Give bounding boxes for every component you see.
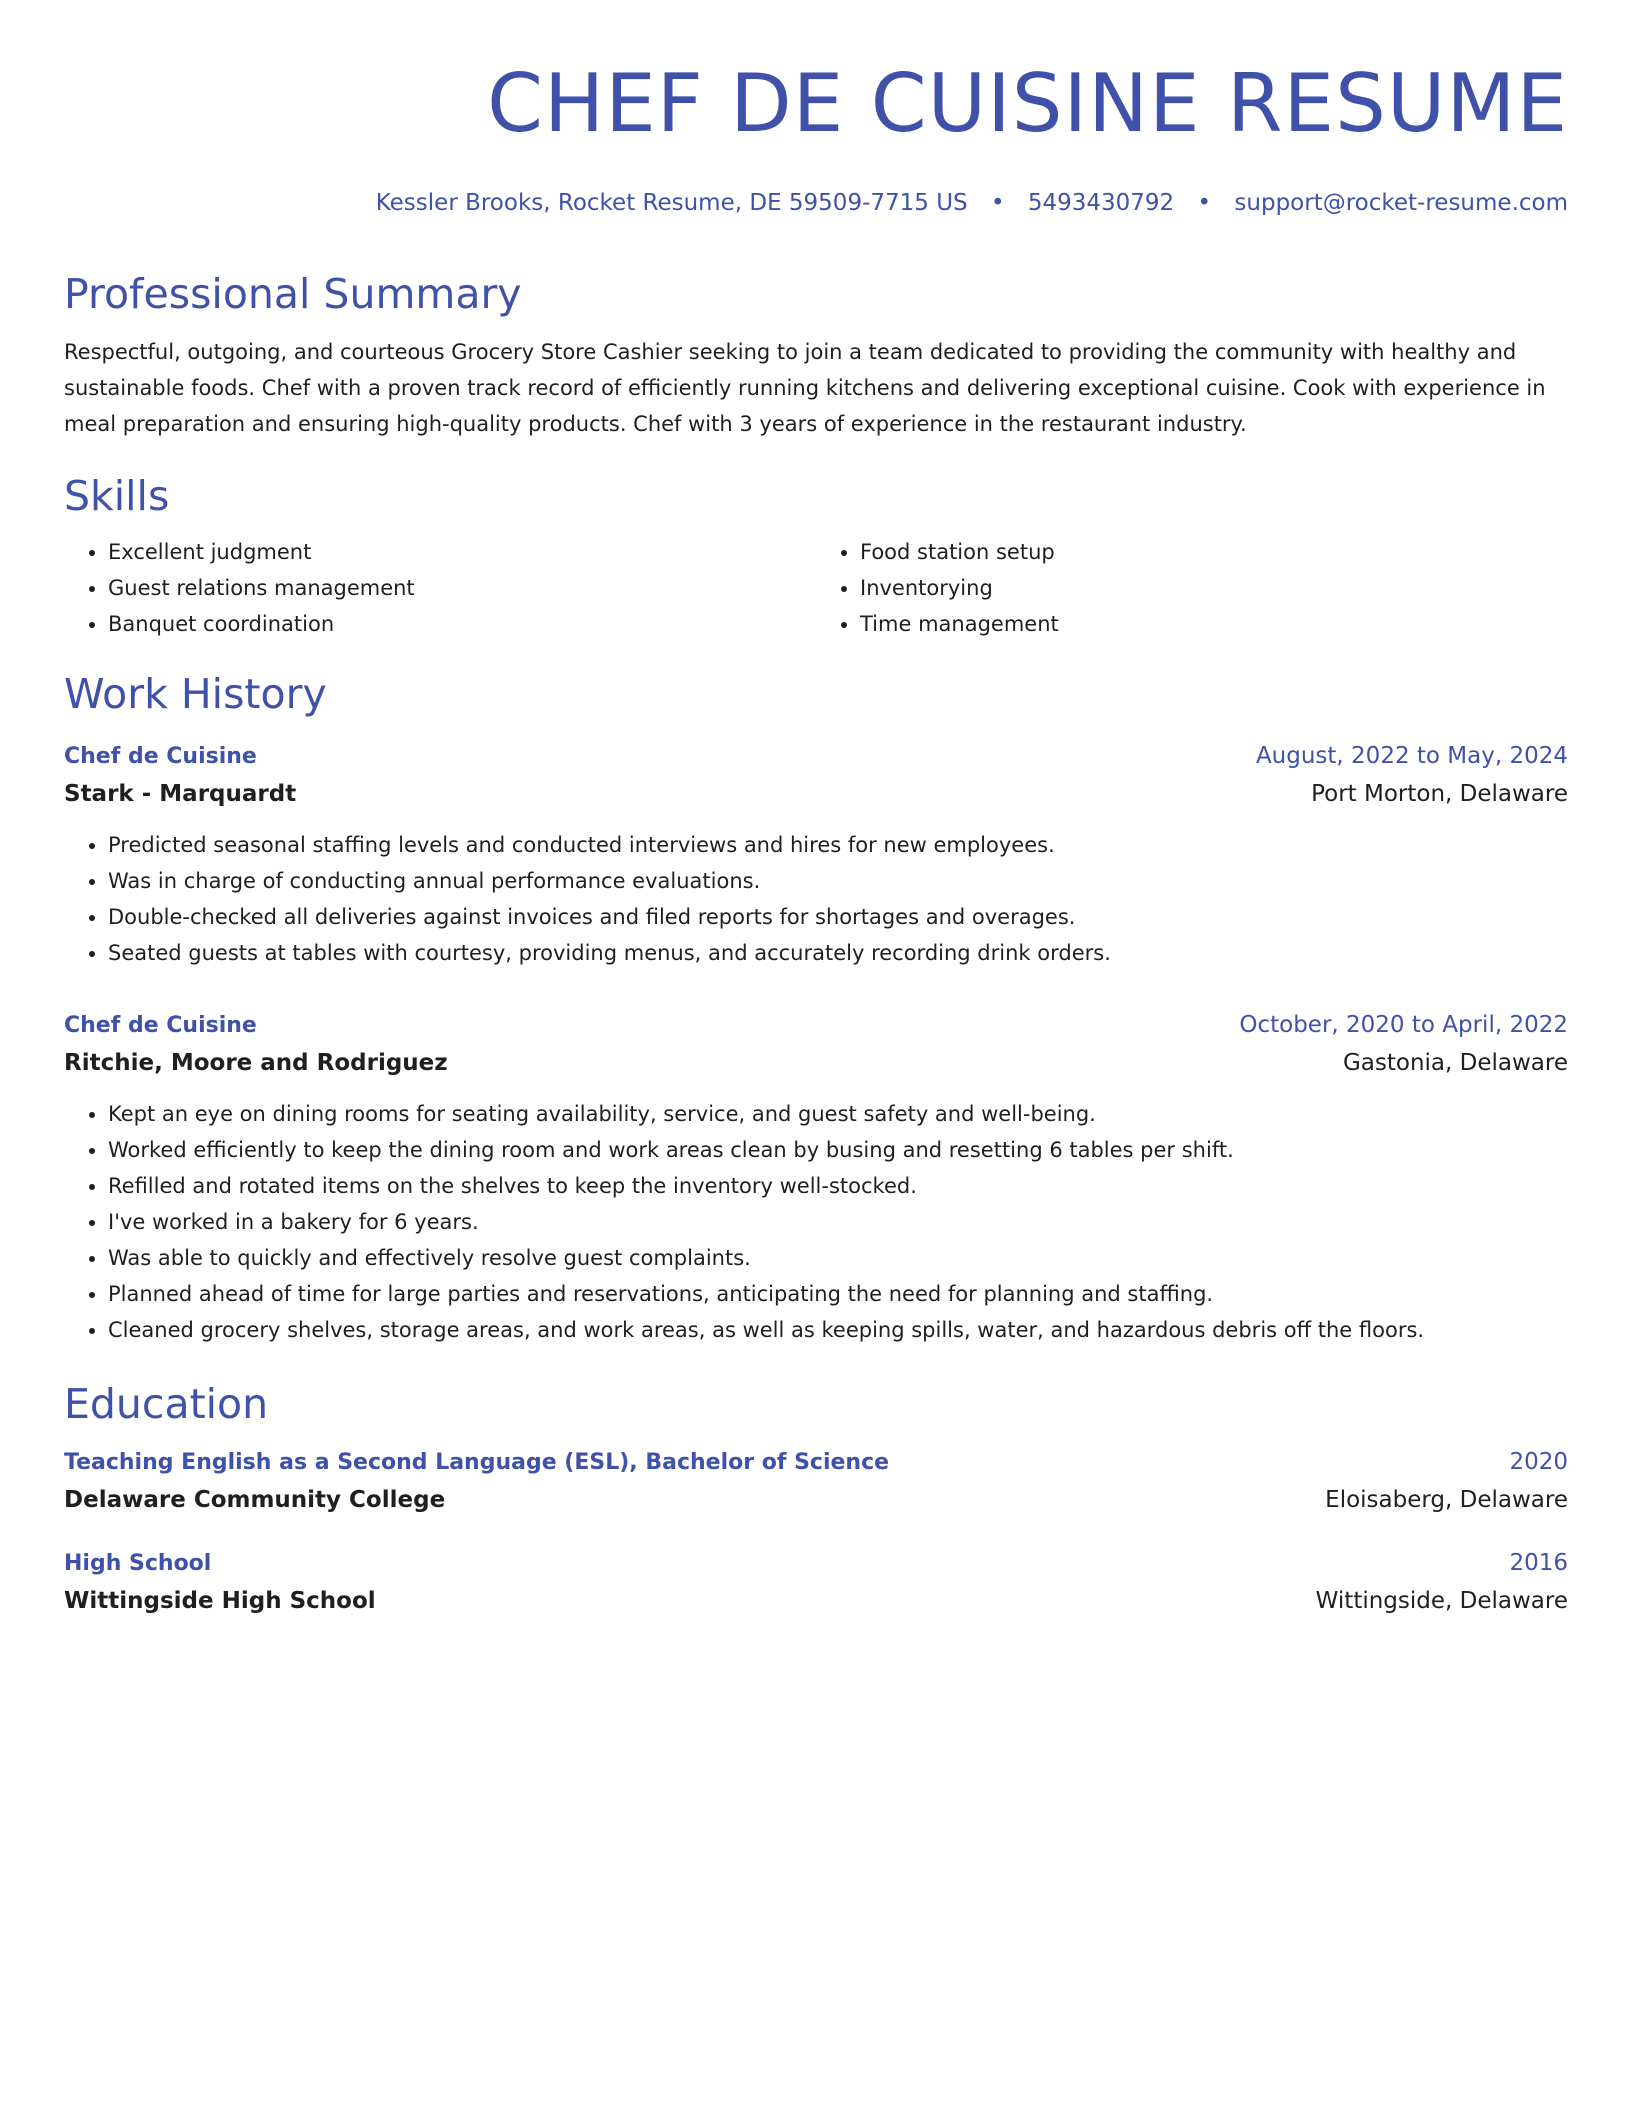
job-dates: October, 2020 to April, 2022 [1239,1012,1568,1038]
resume-title: CHEF DE CUISINE RESUME [487,57,1568,150]
education-degree: Teaching English as a Second Language (ESL), Bachelor of Science [64,1450,890,1475]
work-history-heading: Work History [64,670,327,718]
education-school: Wittingside High School [64,1588,376,1614]
job-duty: • Predicted seasonal staffing levels and conducted interviews and hires for new employees. [108,827,1568,863]
summary-section [64,268,1568,442]
education-location: Eloisaberg, Delaware [1325,1487,1568,1513]
skills-section [64,470,1568,642]
job-location: Port Morton, Delaware [1311,781,1568,807]
contact-separator: • [1197,190,1212,216]
education-section [64,1378,1568,1620]
education-school: Delaware Community College [64,1487,446,1513]
education-heading: Education [64,1380,269,1428]
skills-list-right [816,534,1568,642]
job-dates: August, 2022 to May, 2024 [1255,743,1568,769]
contact-phone: 5493430792 [1027,190,1175,216]
contact-separator: • [990,190,1005,216]
job-duty: • Was in charge of conducting annual performance evaluations. [108,863,1568,899]
skills-grid [64,534,1568,642]
skill-item: • Guest relations management [108,570,816,606]
skill-item: • Excellent judgment [108,534,816,570]
job-title: Chef de Cuisine [64,1013,257,1038]
skills-list-left [64,534,816,642]
job-location: Gastonia, Delaware [1342,1050,1568,1076]
education-degree-row [64,1545,1568,1582]
contact-address: Kessler Brooks, Rocket Resume, DE 59509-7715 US [375,190,968,216]
job-title-row [64,1007,1568,1044]
summary-heading: Professional Summary [64,270,522,318]
skill-item: • Time management [860,606,1568,642]
education-degree-row [64,1444,1568,1481]
job-employer: Ritchie, Moore and Rodriguez [64,1050,448,1076]
job-employer: Stark - Marquardt [64,781,297,807]
job-entry [64,738,1568,971]
job-duty: • Kept an eye on dining rooms for seating availability, service, and guest safety and well-being. [108,1096,1568,1132]
job-employer-row [64,1044,1568,1082]
job-employer-row [64,775,1568,813]
skill-item: • Food station setup [860,534,1568,570]
summary-text: Respectful, outgoing, and courteous Grocery Store Cashier seeking to join a team dedicated to providing the community with healthy and sustainable foods. Chef with a proven track record of efficiently running kitchens and delivering exceptional cuisine. Cook with experience in meal preparation and ensuring high-quality products. Chef with 3 years of experience in the restaurant industry. [64,340,1546,436]
education-location: Wittingside, Delaware [1315,1588,1568,1614]
job-duty: • Planned ahead of time for large parties and reservations, anticipating the need for planning and staffing. [108,1276,1568,1312]
job-duty: • Double-checked all deliveries against invoices and filed reports for shortages and overages. [108,899,1568,935]
job-duty: • Worked efficiently to keep the dining room and work areas clean by busing and resetting 6 tables per shift. [108,1132,1568,1168]
education-degree: High School [64,1551,212,1576]
education-year: 2016 [1509,1550,1568,1576]
education-year: 2020 [1509,1449,1568,1475]
job-duties-list [64,1096,1568,1348]
job-duty: • Seated guests at tables with courtesy, providing menus, and accurately recording drink orders. [108,935,1568,971]
work-history-section [64,668,1568,1348]
skills-heading: Skills [64,472,170,520]
education-entry [64,1545,1568,1620]
job-title-row [64,738,1568,775]
education-school-row [64,1582,1568,1620]
resume-header [64,56,1568,218]
contact-line [64,188,1568,218]
job-duties-list [64,827,1568,971]
education-school-row [64,1481,1568,1519]
contact-email: support@rocket-resume.com [1234,190,1568,216]
job-duty: • Was able to quickly and effectively resolve guest complaints. [108,1240,1568,1276]
job-duty: • Cleaned grocery shelves, storage areas, and work areas, as well as keeping spills, water, and hazardous debris off the floors. [108,1312,1568,1348]
job-duty: • Refilled and rotated items on the shelves to keep the inventory well-stocked. [108,1168,1568,1204]
job-duty: • I've worked in a bakery for 6 years. [108,1204,1568,1240]
job-entry [64,1007,1568,1348]
skill-item: • Inventorying [860,570,1568,606]
skill-item: • Banquet coordination [108,606,816,642]
job-title: Chef de Cuisine [64,744,257,769]
education-entry [64,1444,1568,1519]
